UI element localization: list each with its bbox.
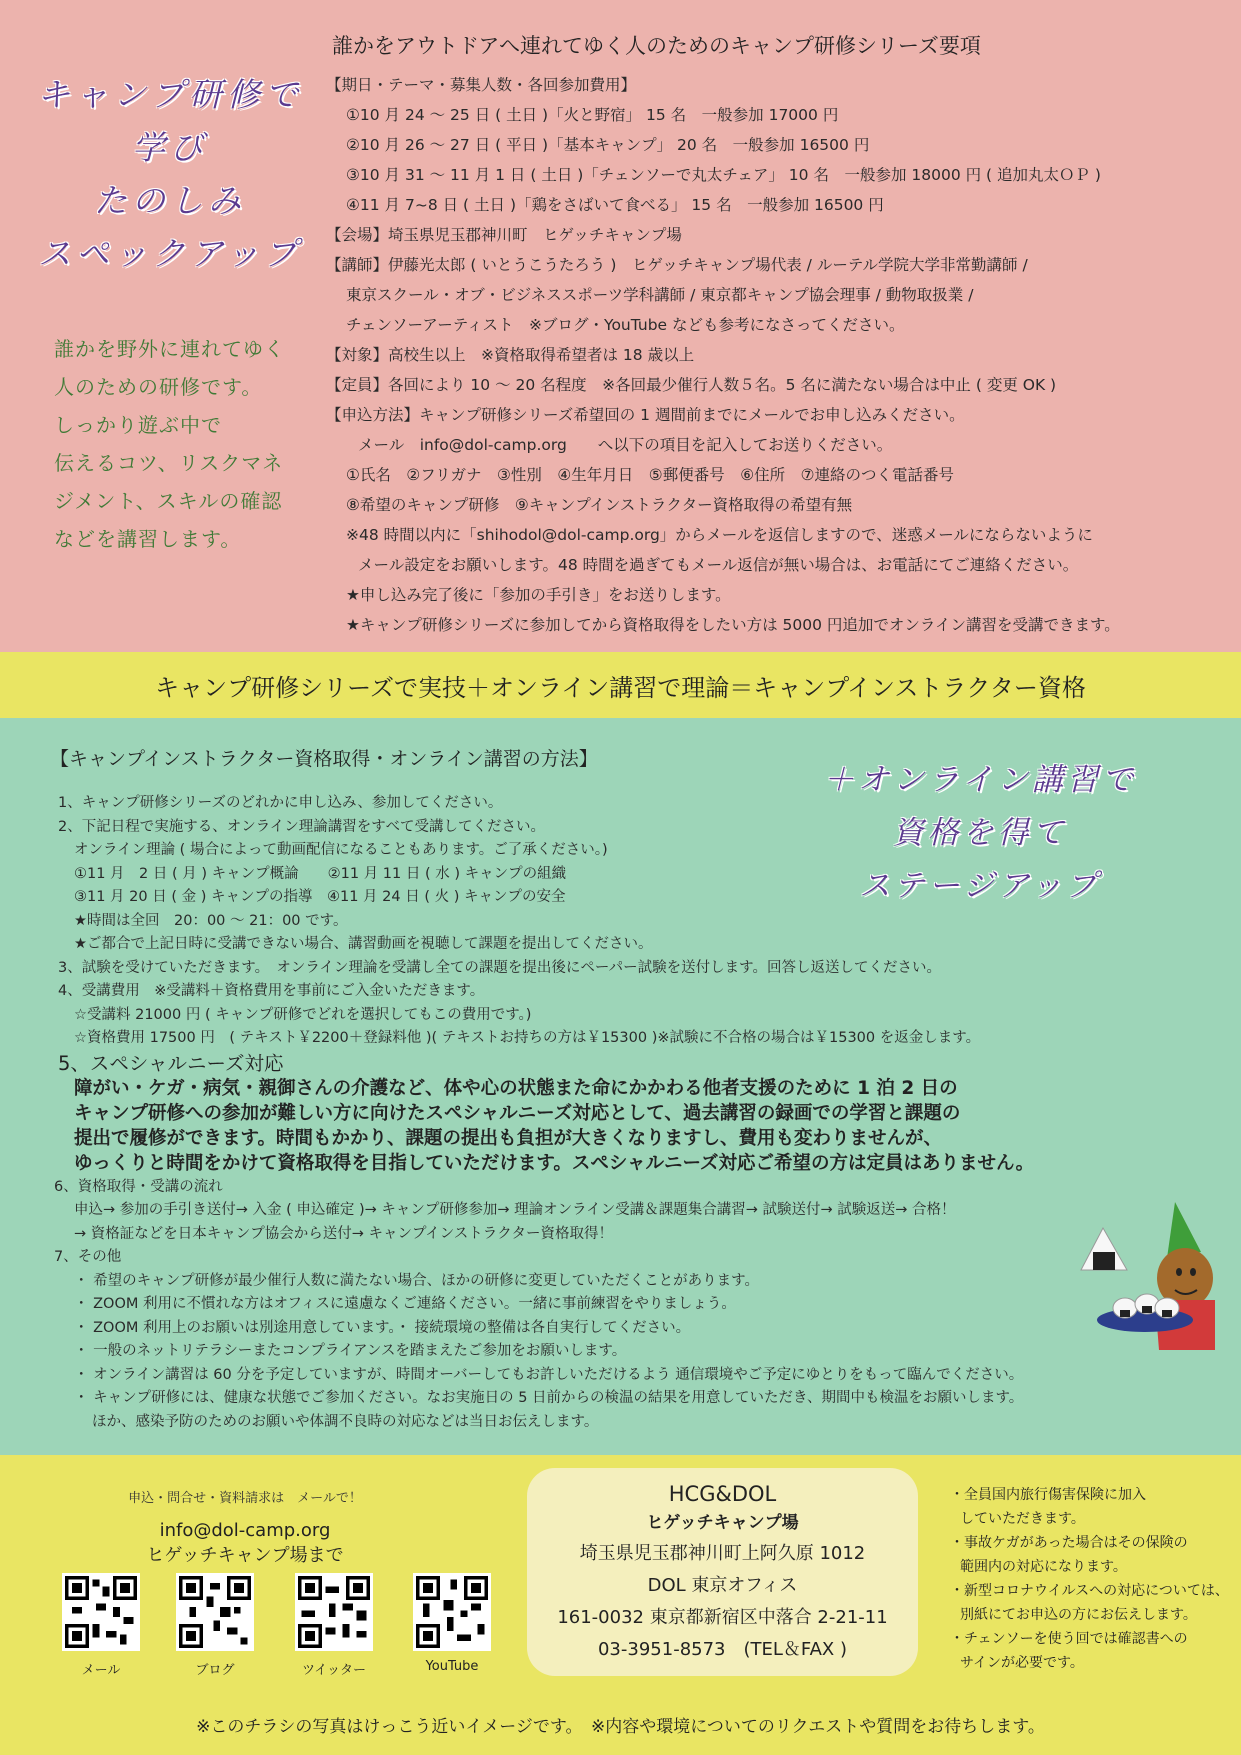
qr-label: ブログ	[195, 1663, 235, 1678]
step-line: ☆資格費用 17500 円 ( テキスト￥2200＋登録料他 )( テキストお持ちの方は￥15300 )※試験に不合格の場合は￥15300 を返金します。	[74, 1030, 981, 1046]
qr-label: YouTube	[425, 1659, 479, 1674]
step-line: 1、キャンプ研修シリーズのどれかに申し込み、参加してください。	[58, 795, 503, 811]
detail-line: 【期日・テーマ・募集人数・各回参加費用】	[326, 76, 637, 94]
detail-line: ①氏名 ②フリガナ ③性別 ④生年月日 ⑤郵便番号 ⑥住所 ⑦連絡のつく電話番号	[346, 466, 954, 484]
note-line: 別紙にてお申込の方にお伝えします。	[960, 1607, 1197, 1623]
special-needs-line: 提出で履修ができます。時間もかかり、課題の提出も負担が大きくなりますし、費用も変わりませんが、	[74, 1127, 943, 1149]
special-needs-line: 障がい・ケガ・病気・親御さんの介護など、体や心の状態また命にかかわる他者支援のために 1 泊 2 日の	[74, 1077, 958, 1099]
note-line: していただきます。	[960, 1511, 1085, 1527]
footer-note: ※このチラシの写真はけっこう近いイメージです。 ※内容や環境についてのリクエストや質問をお待ちします。	[196, 1717, 1045, 1737]
org-name: HCG&DOL	[668, 1482, 777, 1506]
contact-email[interactable]: info@dol-camp.org	[159, 1520, 331, 1541]
step-line: ①11 月 2 日 ( 月 ) キャンプ概論 ②11 月 11 日 ( 水 ) キャンプの組織	[74, 865, 567, 882]
note-line: ・全員国内旅行傷害保険に加入	[950, 1487, 1146, 1503]
instructor-steps	[54, 792, 1178, 1434]
detail-line: ※48 時間以内に「shihodol@dol-camp.org」からメールを返信しますので、迷惑メールにならないように	[346, 526, 1093, 544]
special-needs-line: ゆっくりと時間をかけて資格取得を目指していただけます。スペシャルニーズ対応ご希望の方は定員はありません。	[74, 1152, 1035, 1174]
slogan-line: ステージアップ	[859, 868, 1101, 904]
course-details	[326, 70, 1231, 640]
detail-line: ★キャンプ研修シリーズに参加してから資格取得をしたい方は 5000 円追加でオンライン講習を受講できます。	[346, 616, 1120, 634]
slogan-line: ＋オンライン講習で	[822, 762, 1138, 798]
step-line: ★ご都合で上記日時に受講できない場合、講習動画を視聴して課題を提出してください。	[74, 936, 653, 952]
detail-line: ②10 月 26 ～ 27 日 ( 平日 )「基本キャンプ」 20 名 一般参加 16500 円	[346, 136, 870, 154]
other-title: 7、その他	[54, 1249, 122, 1265]
special-needs-title: 5、スペシャルニーズ対応	[58, 1051, 284, 1075]
office-name: DOL 東京オフィス	[647, 1575, 798, 1596]
flow-line: 申込→ 参加の手引き送付→ 入金 ( 申込確定 )→ キャンプ研修参加→ 理論オンライン受講＆課題集合講習→ 試験送付→ 試験返送→ 合格！	[74, 1202, 956, 1218]
detail-line: ③10 月 31 ～ 11 月 1 日 ( 土日 )「チェンソーで丸太チェア」 10 名 一般参加 18000 円 ( 追加丸太ＯＰ )	[346, 166, 1101, 184]
detail-line: メール info@dol-camp.org へ以下の項目を記入してお送りください。	[358, 436, 893, 454]
slogan-line: キャンプ研修で	[37, 75, 303, 114]
qr-label: メール	[81, 1663, 121, 1678]
detail-line: 【講師】伊藤光太郎 ( いとうこうたろう ) ヒゲッチキャンプ場代表 / ルーテル学院大学非常勤講師 /	[326, 256, 1028, 274]
qr-code-blog-icon[interactable]	[176, 1573, 254, 1651]
slogan-line: スペックアップ	[38, 234, 302, 273]
detail-line: 【対象】高校生以上 ※資格取得希望者は 18 歳以上	[326, 346, 695, 364]
office-address: 161-0032 東京都新宿区中落合 2-21-11	[557, 1607, 888, 1628]
camp-name: ヒゲッチキャンプ場	[646, 1513, 799, 1533]
contact-block	[110, 1487, 380, 1567]
qr-blog[interactable]	[170, 1573, 260, 1678]
qr-code-mail-icon[interactable]	[62, 1573, 140, 1651]
page-title: 誰かをアウトドアへ連れてゆく人のためのキャンプ研修シリーズ要項	[332, 34, 981, 58]
section-title: 【キャンプインストラクター資格取得・オンライン講習の方法】	[50, 748, 598, 770]
detail-line: 【会場】埼玉県児玉郡神川町 ヒゲッチキャンプ場	[326, 226, 682, 244]
slogan-left	[30, 68, 310, 280]
note-line: サインが必要です。	[960, 1655, 1084, 1671]
step-line: 2、下記日程で実施する、オンライン理論講習をすべて受講してください。	[58, 818, 545, 835]
detail-line: 【申込方法】キャンプ研修シリーズ希望回の 1 週間前までにメールでお申し込みください。	[326, 406, 965, 424]
detail-line: 【定員】各回により 10 ～ 20 名程度 ※各回最少催行人数５名。5 名に満たない場合は中止 ( 変更 OK )	[326, 376, 1057, 394]
note-line: 範囲内の対応になります。	[960, 1559, 1127, 1575]
qr-mail[interactable]	[56, 1573, 146, 1678]
step-line: ③11 月 20 日 ( 金 ) キャンプの指導 ④11 月 24 日 ( 火 ) キャンプの安全	[74, 889, 566, 905]
intro-line: 伝えるコツ、リスクマネ	[54, 451, 284, 475]
qr-code-youtube-icon[interactable]	[413, 1573, 491, 1651]
intro-line: しっかり遊ぶ中で	[54, 413, 222, 437]
note-line: ・チェンソーを使う回では確認書への	[950, 1631, 1188, 1647]
intro-line: ジメント、スキルの確認	[54, 489, 283, 513]
intro-line: などを講習します。	[54, 527, 242, 551]
step-line: 4、受講費用 ※受講料＋資格費用を事前にご入金いただきます。	[58, 983, 485, 999]
banner-text: キャンプ研修シリーズで実技＋オンライン講習で理論＝キャンプインストラクター資格	[155, 674, 1086, 702]
qr-youtube[interactable]	[407, 1573, 497, 1674]
step-line: ★時間は全回 20：00 ～ 21：00 です。	[74, 912, 348, 929]
detail-line: メール設定をお願いします。48 時間を過ぎてもメール返信が無い場合は、お電話にてご連絡ください。	[358, 556, 1079, 574]
phone-number: 03-3951-8573 (TEL＆FAX )	[597, 1639, 848, 1660]
step-line: オンライン理論 ( 場合によって動画配信になることもあります。ご了承ください。)	[74, 842, 608, 858]
address-box	[527, 1468, 918, 1676]
step-line: 3、試験を受けていただきます。 オンライン理論を受講し全ての課題を提出後にペーパー試験を送付します。回答し返送してください。	[58, 959, 941, 976]
other-line: ほか、感染予防のためのお願いや体調不良時の対応などは当日お伝えします。	[92, 1413, 599, 1430]
detail-line: ④11 月 7~8 日 ( 土日 )「鶏をさばいて食べる」 15 名 一般参加 16500 円	[346, 196, 884, 214]
step-line: ☆受講料 21000 円 ( キャンプ研修でどれを選択してもこの費用です。)	[74, 1006, 532, 1023]
detail-line: ①10 月 24 ～ 25 日 ( 土日 )「火と野宿」 15 名 一般参加 17000 円	[346, 106, 839, 124]
note-line: ・事故ケガがあった場合はその保険の	[950, 1535, 1188, 1551]
qr-label: ツイッター	[301, 1663, 367, 1678]
other-line: ・ 一般のネットリテラシーまたコンプライアンスを踏まえたご参加をお願いします。	[74, 1343, 627, 1359]
detail-line: ★申し込み完了後に「参加の手引き」をお送りします。	[346, 586, 731, 604]
intro-line: 人のための研修です。	[54, 375, 263, 399]
detail-line: チェンソーアーティスト ※ブログ・YouTube なども参考になさってください。	[346, 316, 905, 334]
slogan-line: 資格を得て	[892, 815, 1068, 851]
contact-note: 申込・問合せ・資料請求は メールで！	[128, 1491, 362, 1506]
intro-text	[54, 330, 314, 558]
other-line: ・ 希望のキャンプ研修が最少催行人数に満たない場合、ほかの研修に変更していただくことがあります。	[74, 1272, 759, 1289]
other-line: ・ ZOOM 利用に不慣れな方はオフィスに遠慮なくご連絡ください。一緒に事前練習をやりましょう。	[74, 1296, 736, 1312]
slogan-line: 学び	[132, 128, 208, 167]
other-line: ・ キャンプ研修には、健康な状態でご参加ください。なお実施日の 5 日前からの検温の結果を用意していただき、期間中も検温をお願いします。	[74, 1390, 1024, 1406]
camp-address: 埼玉県児玉郡神川町上阿久原 1012	[579, 1543, 866, 1564]
other-line: ・ オンライン講習は 60 分を予定していますが、時間オーバーしてもお許しいただけるよう 通信環境やご予定にゆとりをもって臨んでください。	[74, 1366, 1024, 1383]
notes	[950, 1483, 1235, 1675]
slogan-line: たのしみ	[94, 181, 246, 220]
detail-line: 東京スクール・オブ・ビジネススポーツ学科講師 / 東京都キャンプ協会理事 / 動物取扱業 /	[346, 286, 974, 304]
contact-recipient: ヒゲッチキャンプ場まで	[146, 1545, 344, 1566]
other-line: ・ ZOOM 利用上のお願いは別途用意しています。・ 接続環境の整備は各自実行してください。	[74, 1319, 691, 1336]
detail-line: ⑧希望のキャンプ研修 ⑨キャンプインストラクター資格取得の希望有無	[346, 496, 853, 514]
qr-code-twitter-icon[interactable]	[295, 1573, 373, 1651]
onigiri-mascot-icon	[1075, 1180, 1215, 1355]
flow-line: → 資格証などを日本キャンプ協会から送付→ キャンプインストラクター資格取得！	[74, 1225, 613, 1242]
flow-title: 6、資格取得・受講の流れ	[54, 1178, 223, 1195]
special-needs-line: キャンプ研修への参加が難しい方に向けたスペシャルニーズ対応として、過去講習の録画での学習と課題の	[74, 1102, 961, 1124]
intro-line: 誰かを野外に連れてゆく	[54, 337, 285, 361]
qr-twitter[interactable]	[289, 1573, 379, 1678]
note-line: ・新型コロナウイルスへの対応については、	[950, 1583, 1229, 1599]
